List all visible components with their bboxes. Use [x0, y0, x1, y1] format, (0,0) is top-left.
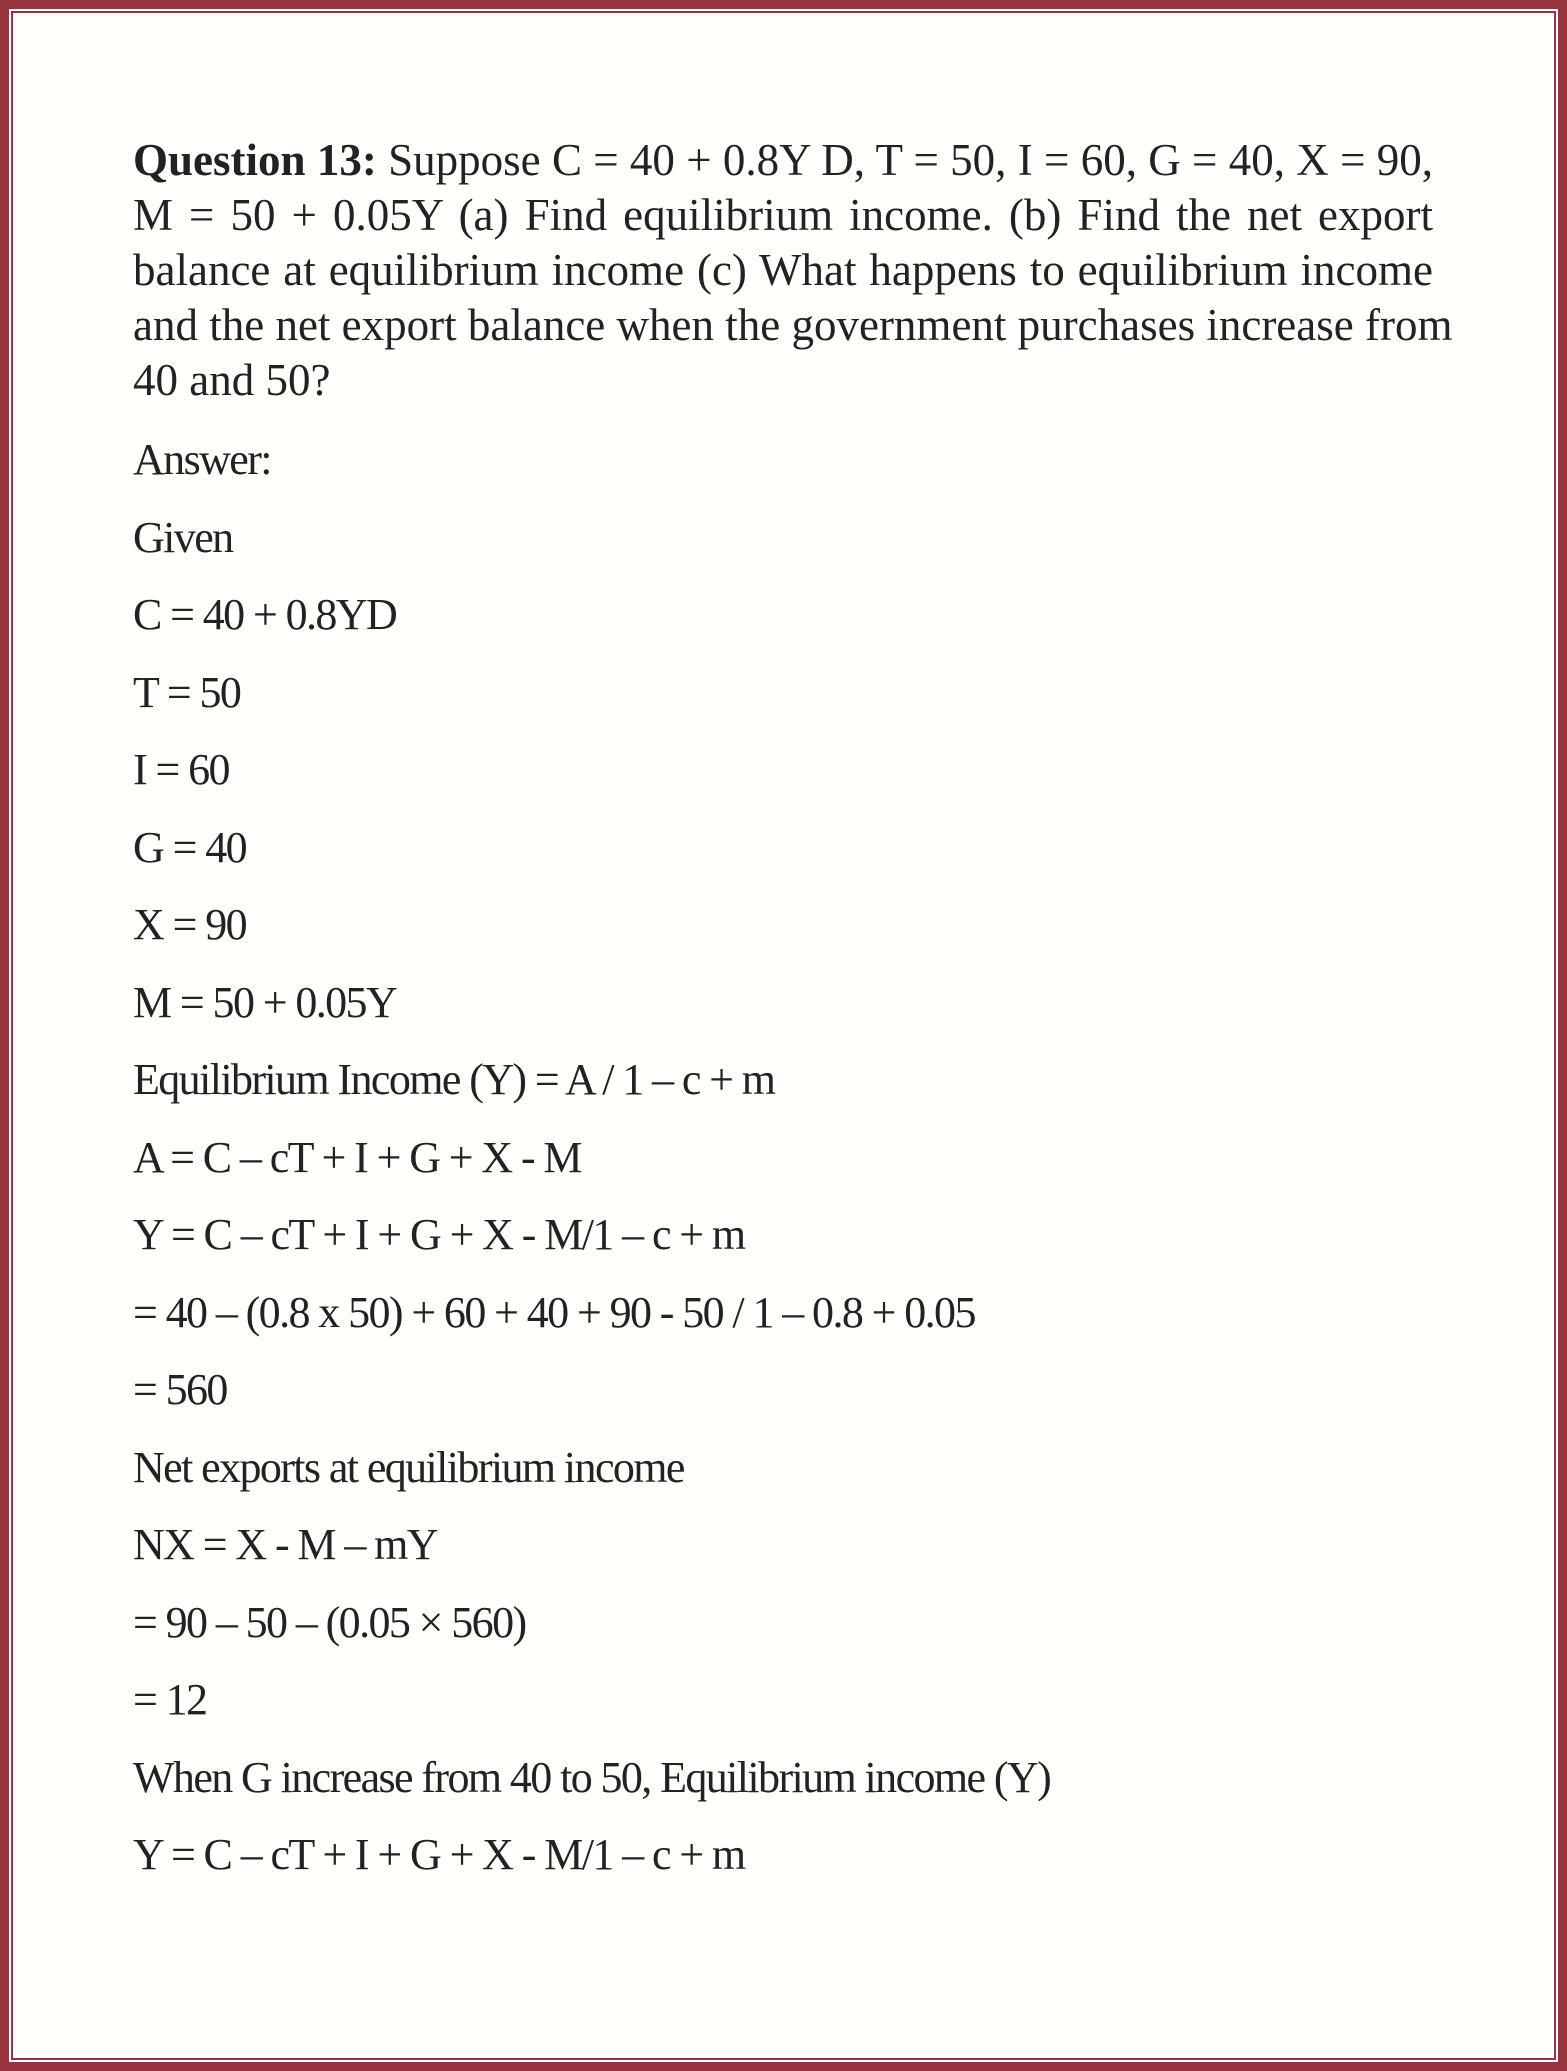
- answer-line: Net exports at equilibrium income: [133, 1442, 684, 1492]
- question-line: 40 and 50?: [133, 355, 331, 405]
- question-text: Suppose C = 40 + 0.8Y D, T = 50, I = 60, G = 40, X = 90,: [376, 135, 1434, 185]
- answer-line: NX = X - M – mY: [133, 1520, 437, 1569]
- answer-line: X = 90: [133, 900, 246, 949]
- answer-line: C = 40 + 0.8YD: [133, 590, 397, 639]
- answer-line: Given: [133, 512, 233, 562]
- question-line: [133, 133, 1433, 188]
- answer-line: Equilibrium Income (Y) = A / 1 – c + m: [133, 1055, 775, 1104]
- question-line: balance at equilibrium income (c) What happens to equilibrium income: [133, 245, 1433, 295]
- answer-line: Y = C – cT + I + G + X - M/1 – c + m: [133, 1830, 745, 1879]
- answer-line: G = 40: [133, 822, 246, 872]
- question-label: Question 13:: [133, 135, 377, 185]
- answer-line: Y = C – cT + I + G + X - M/1 – c + m: [133, 1210, 745, 1259]
- answer-line: I = 60: [133, 745, 229, 794]
- answer-line: When G increase from 40 to 50, Equilibrium income (Y): [133, 1752, 1051, 1802]
- question-line: M = 50 + 0.05Y (a) Find equilibrium income. (b) Find the net export: [133, 190, 1433, 240]
- answer-line: = 12: [133, 1675, 207, 1724]
- answer-line: = 40 – (0.8 x 50) + 60 + 40 + 90 - 50 / 1 – 0.8 + 0.05: [133, 1287, 975, 1337]
- answer-heading: Answer:: [133, 435, 271, 484]
- answer-line: = 90 – 50 – (0.05 × 560): [133, 1597, 526, 1647]
- answer-line: A = C – cT + I + G + X - M: [133, 1132, 581, 1182]
- answer-line: M = 50 + 0.05Y: [133, 977, 397, 1027]
- answer-line: = 560: [133, 1365, 227, 1414]
- answer-line: T = 50: [133, 667, 241, 717]
- question-line: and the net export balance when the government purchases increase from: [133, 300, 1453, 350]
